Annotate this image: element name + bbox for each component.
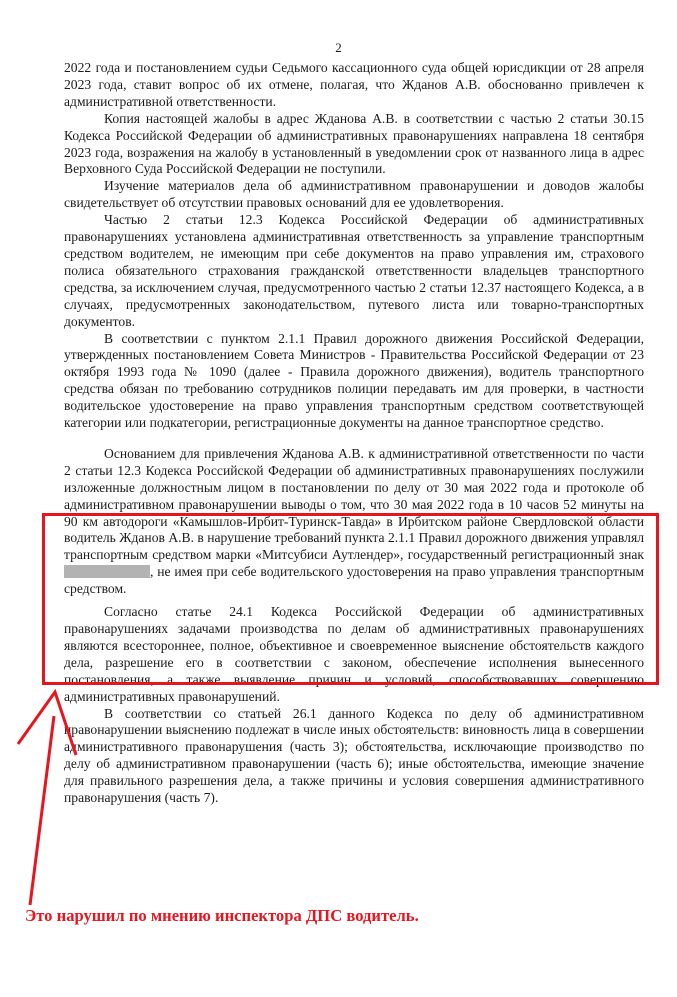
paragraph-4: Частью 2 статьи 12.3 Кодекса Российской Федерации об административных правонарушениях установлена административная ответственность за управление транспортным средством водителем, не имеющим при себе документов на право управления им, страхового полиса обязательного страхования гражданской ответственности владельцев транспортного средства, за исключением случая, предусмотренного частью 2 статьи 12.37 настоящего Кодекса, а в случаях, предусмотренных законодательством, путевого листа или товарно-транспортных документов. bbox=[64, 212, 644, 329]
paragraph-6-text: Основанием для привлечения Жданова А.В. к административной ответственности по части 2 статьи 12.3 Кодекса Российской Федерации об административных правонарушениях послужили изложенные должностным лицом в постановлении по делу от 30 мая 2022 года и протоколе об административном правонарушении выводы о том, что 30 мая 2022 года в 10 часов 52 минуты на 90 км автодороги «Камышлов-Ирбит-Туринск-Тавда» в Ирбитском районе Свердловской области водитель Жданов А.В. в нарушение требований пункта 2.1.1 Правил дорожного движения управлял транспортным средством марки «Митсубиси Аутлендер», государственный регистрационный знак bbox=[64, 445, 644, 563]
paragraph-1: 2022 года и постановлением судьи Седьмого кассационного суда общей юрисдикции от 28 апреля 2023 года, ставит вопрос об их отмене, полагая, что Жданов А.В. обоснованно привлечен к административной ответственности. bbox=[64, 60, 644, 109]
paragraph-7: Согласно статье 24.1 Кодекса Российской Федерации об административных правонарушениях задачами производства по делам об административных правонарушениях являются всестороннее, полное, объективное и своевременное выяснение обстоятельств каждого дела, разрешение его в соответствии с законом, обеспечение исполнения вынесенного постановления, а также выявление причин и условий, способствовавших совершению административных правонарушений. bbox=[64, 604, 644, 704]
annotation-caption: Это нарушил по мнению инспектора ДПС водитель. bbox=[25, 906, 419, 925]
document-body bbox=[64, 60, 644, 807]
paragraph-6-tail: , не имея при себе водительского удостоверения на право управления транспортным средством. bbox=[64, 564, 644, 597]
paragraph-8: В соответствии со статьей 26.1 данного Кодекса по делу об административном правонарушении выяснению подлежат в числе иных обстоятельств: виновность лица в совершении административного правонарушения (часть 3); обстоятельства, исключающие производство по делу об административном правонарушении (часть 6); иные обстоятельства, имеющие значение для правильного разрешения дела, а также причины и условия совершения административного правонарушения (часть 7). bbox=[64, 705, 644, 806]
page-number: 2 bbox=[335, 40, 342, 55]
redacted-plate-number bbox=[64, 565, 150, 578]
paragraph-6-highlighted bbox=[64, 446, 644, 598]
paragraph-5: В соответствии с пунктом 2.1.1 Правил дорожного движения Российской Федерации, утвержденных постановлением Совета Министров - Правительства Российской Федерации от 23 октября 1993 года № 1090 (далее - Правила дорожного движения), водитель транспортного средства обязан по требованию сотрудников полиции передавать им для проверки, в частности водительское удостоверение на право управления транспортным средством соответствующей категории или подкатегории, регистрационные документы на данное транспортное средство. bbox=[64, 330, 644, 431]
paragraph-3: Изучение материалов дела об административном правонарушении и доводов жалобы свидетельствует об отсутствии правовых оснований для ее удовлетворения. bbox=[64, 178, 644, 211]
paragraph-2: Копия настоящей жалобы в адрес Жданова А.В. в соответствии с частью 2 статьи 30.15 Кодекса Российской Федерации об административных правонарушениях направлена 18 сентября 2023 года, возражения на жалобу в установленный в уведомлении срок от названного лица в адрес Верховного Суда Российской Федерации не поступили. bbox=[64, 110, 644, 177]
